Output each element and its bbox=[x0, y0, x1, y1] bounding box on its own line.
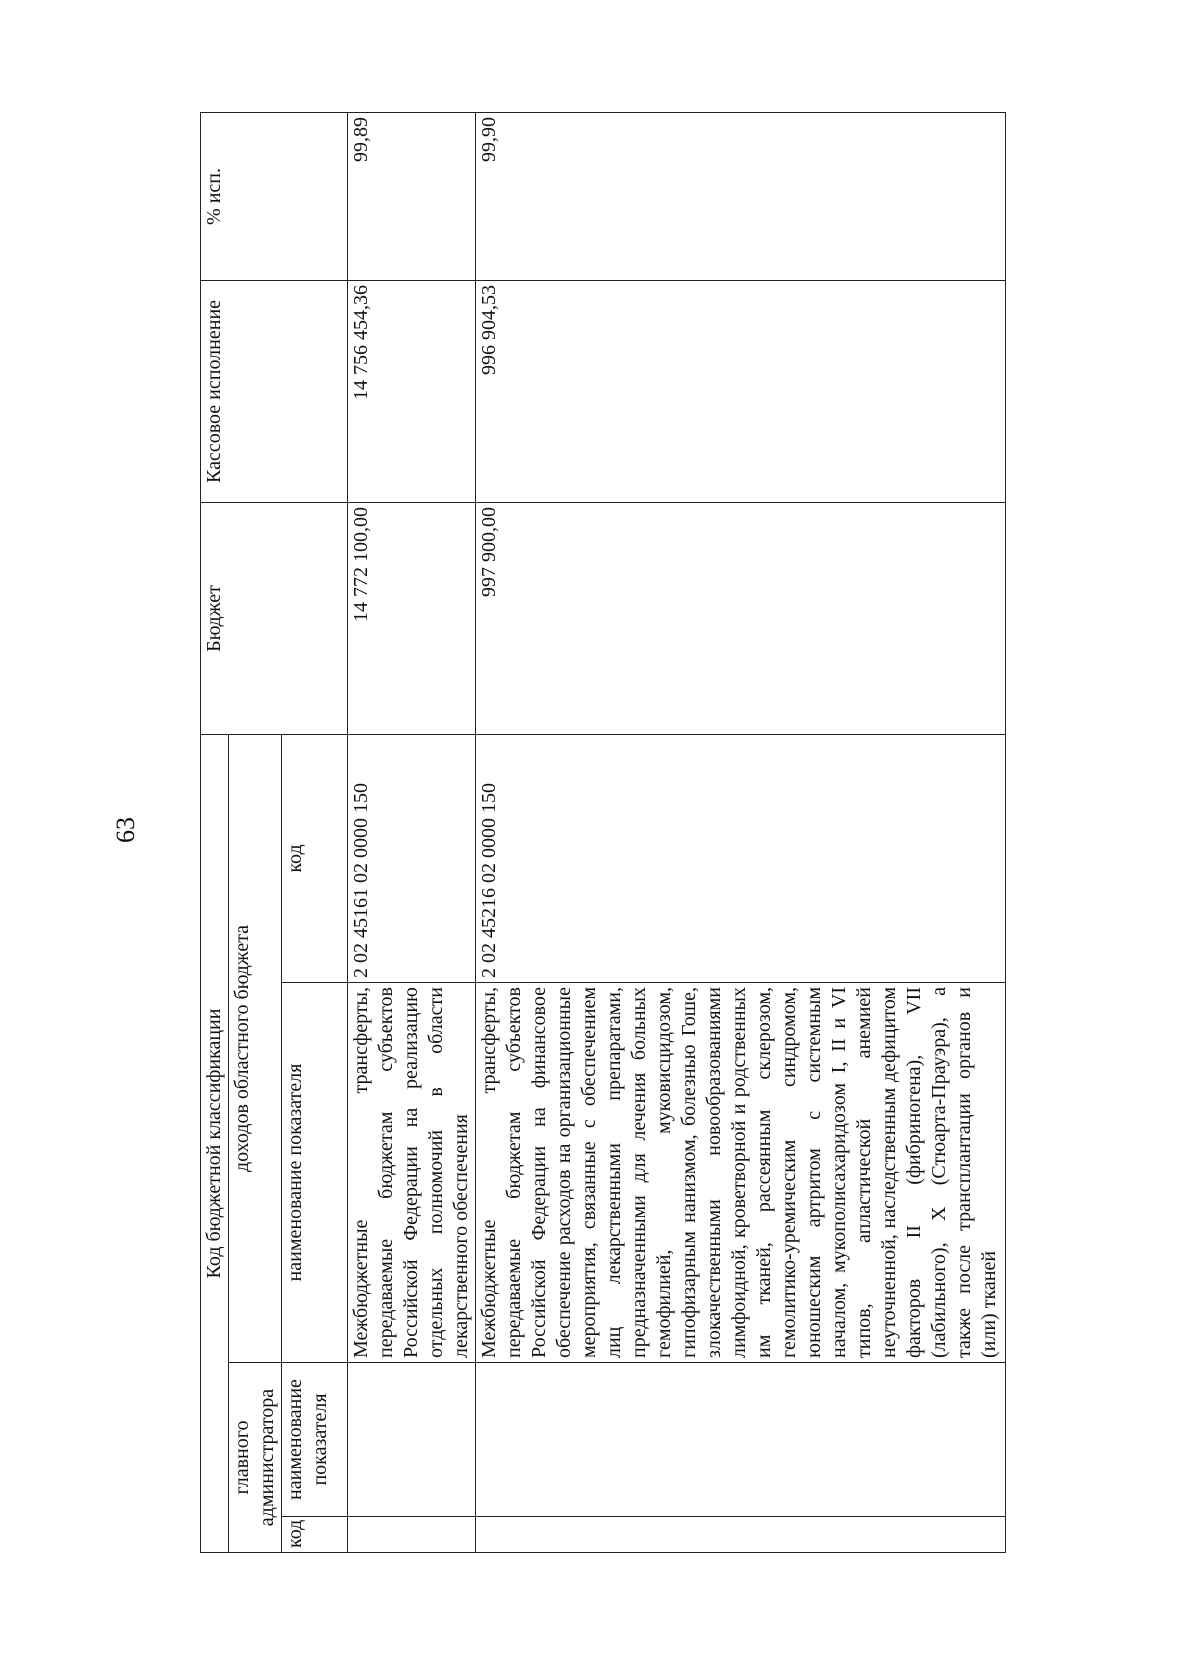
admin-name-cell bbox=[476, 1363, 1006, 1517]
table-row bbox=[476, 112, 1006, 1552]
page-number: 63 bbox=[111, 817, 140, 843]
admin-group-header: главного администратора bbox=[229, 1363, 282, 1553]
indicator-name-cell: Межбюджетные трансферты, передаваемые бюджетам субъектов Российской Федерации на реализацию отдельных полномочий в области лекарственного обеспечения bbox=[348, 983, 476, 1363]
admin-name-cell bbox=[348, 1363, 476, 1517]
income-group-header: доходов областного бюджета bbox=[229, 734, 282, 1362]
table-row bbox=[348, 112, 476, 1552]
rotated-table-wrapper bbox=[200, 113, 1000, 1553]
income-name-header: наименование показателя bbox=[282, 983, 348, 1363]
admin-name-header: наименование показателя bbox=[282, 1363, 348, 1517]
budget-cell: 14 772 100,00 bbox=[348, 502, 476, 734]
income-code-cell: 2 02 45161 02 0000 150 bbox=[348, 734, 476, 982]
admin-code-cell bbox=[348, 1517, 476, 1553]
percent-header: % исп. bbox=[201, 112, 348, 280]
classification-header: Код бюджетной классификации bbox=[201, 734, 229, 1552]
indicator-name-cell: Межбюджетные трансферты, передаваемые бюджетам субъектов Российской Федерации на финансовое обеспечение расходов на организационные мероприятия, связанные с обеспечением лиц лекарственными препаратами, предназначенными для лечения больных гемофилией, муковисцидозом, гипофизарным нанизмом, болезнью Гоше, злокачественными новообразованиями лимфоидной, кроветворной и родственных им тканей, рассеянным склерозом, гемолитико-уремическим синдромом, юношеским артритом с системным началом, мукополисахаридозом I, II и VI типов, апластической анемией неуточненной, наследственным дефицитом факторов II (фибриногена), VII (лабильного), X (Стюарта-Прауэра), а также после трансплантации органов и (или) тканей bbox=[476, 983, 1006, 1363]
budget-table bbox=[200, 112, 1006, 1553]
admin-code-header: код bbox=[282, 1517, 348, 1553]
header-row-1 bbox=[201, 112, 229, 1552]
income-code-cell: 2 02 45216 02 0000 150 bbox=[476, 734, 1006, 982]
percent-cell: 99,89 bbox=[348, 112, 476, 280]
percent-cell: 99,90 bbox=[476, 112, 1006, 280]
cash-header: Кассовое исполнение bbox=[201, 280, 348, 502]
cash-cell: 14 756 454,36 bbox=[348, 280, 476, 502]
admin-code-cell bbox=[476, 1517, 1006, 1553]
income-code-header: код bbox=[282, 734, 348, 982]
cash-cell: 996 904,53 bbox=[476, 280, 1006, 502]
budget-cell: 997 900,00 bbox=[476, 502, 1006, 734]
budget-header: Бюджет bbox=[201, 502, 348, 734]
